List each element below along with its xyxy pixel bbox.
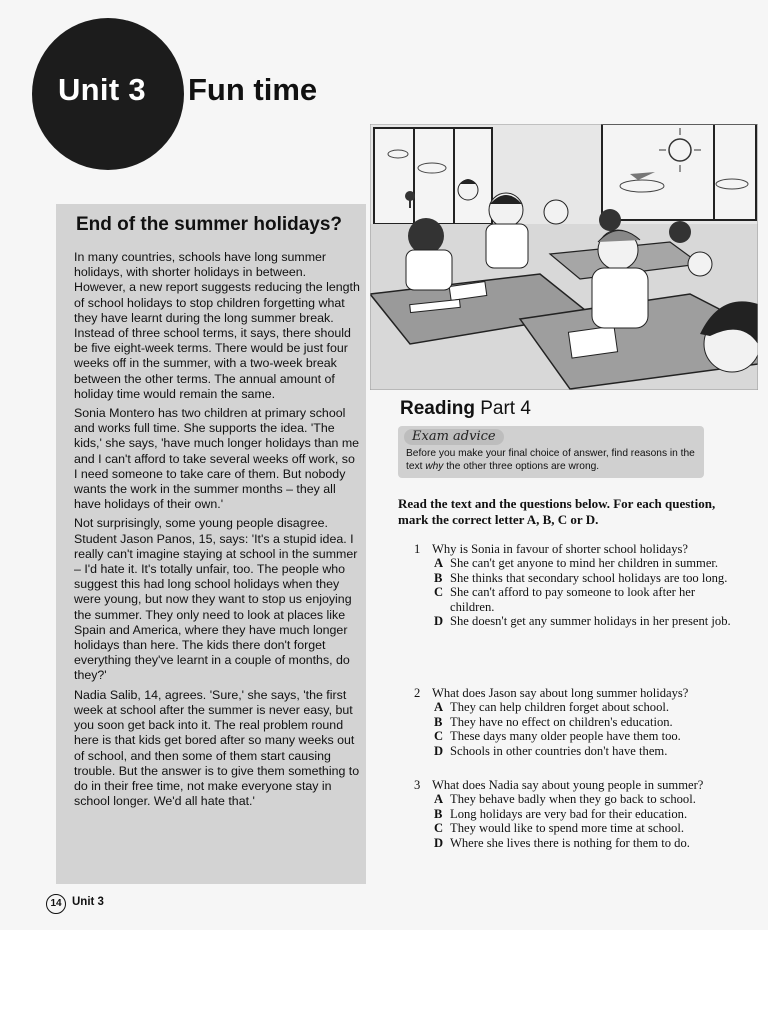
option-letter: C (434, 585, 444, 600)
answer-option[interactable] (410, 744, 740, 758)
exam-advice-label: Exam advice (404, 429, 504, 445)
article-body (74, 250, 360, 813)
article-title: End of the summer holidays? (76, 214, 343, 235)
question-text: Why is Sonia in favour of shorter school holidays? (432, 542, 689, 556)
question-text: What does Nadia say about young people in summer? (432, 778, 704, 792)
question-text: What does Jason say about long summer holidays? (432, 686, 689, 700)
article-paragraph: Nadia Salib, 14, agrees. 'Sure,' she says, 'the first week at school after the summer is never easy, but you soon get back into it. The real problem round here is that kids get bored after so many weeks out of school, and then some of them start causing trouble. But the answer is to give them something to do in their free time, not make everyone stay in school longer. We'd all hate that.' (74, 687, 360, 809)
page-number: 14 (46, 894, 66, 914)
footer-unit-label: Unit 3 (72, 896, 104, 908)
question-stem (410, 542, 740, 556)
option-letter: C (434, 821, 444, 836)
option-text: She can't afford to pay someone to look after her children. (450, 585, 696, 614)
exam-advice-text-after: the other three options are wrong. (443, 461, 600, 472)
option-text: They would like to spend more time at school. (450, 821, 684, 836)
option-text: She can't get anyone to mind her children in summer. (450, 556, 719, 571)
option-text: They behave badly when they go back to school. (450, 792, 696, 807)
article-paragraph: In many countries, schools have long summer holidays, with shorter holidays in between. However, a new report suggests reducing the length of school holidays to stop children forgetting what they have learnt during the long summer break. Instead of three school terms, it says, there should be five eight-week terms. There would be just four weeks off in the summer, with a two-week break between the other terms. The annual amount of holiday time would remain the same. (74, 250, 360, 401)
answer-option[interactable] (410, 571, 740, 585)
scan-margin (0, 930, 768, 1024)
question-1 (410, 542, 740, 628)
option-text: They can help children forget about school. (450, 700, 670, 715)
question-2 (410, 686, 740, 758)
question-number: 2 (414, 686, 421, 700)
section-heading-part: Part 4 (480, 398, 531, 419)
option-text: These days many older people have them too. (450, 729, 681, 744)
option-text: She thinks that secondary school holidays are too long. (450, 570, 728, 585)
section-heading-main: Reading (400, 398, 475, 419)
option-letter: B (434, 570, 443, 585)
exam-advice-text-before: Before you make your final choice of answer, find reasons in the text (406, 448, 695, 472)
option-letter: A (434, 700, 444, 715)
answer-option[interactable] (410, 715, 740, 729)
answer-option[interactable] (410, 792, 740, 806)
classroom-illustration (370, 124, 758, 390)
answer-option[interactable] (410, 556, 740, 570)
exam-advice-text (406, 447, 698, 473)
article-box (56, 204, 366, 884)
question-stem (410, 686, 740, 700)
article-paragraph: Sonia Montero has two children at primary school and works full time. She supports the idea. 'The kids,' she says, 'have much longer holidays than me and I can't afford to take several weeks off work, so I need someone to take care of them. But nobody wants the work in the summer months – they all have holidays of their own.' (74, 406, 360, 512)
exam-advice-text-emphasis: why (425, 461, 444, 472)
answer-option[interactable] (410, 614, 740, 628)
unit-label: Unit 3 (58, 72, 146, 107)
option-letter: B (434, 714, 443, 729)
exam-advice-box (398, 426, 704, 478)
unit-title: Fun time (188, 72, 318, 107)
option-letter: D (434, 743, 444, 758)
answer-option[interactable] (410, 729, 740, 743)
question-stem (410, 778, 740, 792)
option-letter: A (434, 556, 444, 571)
answer-option[interactable] (410, 700, 740, 714)
section-heading (400, 398, 531, 420)
classroom-drawing (370, 124, 758, 390)
option-text: They have no effect on children's education. (450, 714, 673, 729)
question-number: 1 (414, 542, 421, 556)
article-paragraph: Not surprisingly, some young people disagree. Student Jason Panos, 15, says: 'It's a stupid idea. I really can't imagine staying at school in the summer – I'd hate it. It's totally unfair, too. The people who suggest this had long school holidays when they were young, but now they want to stop us enjoying the summer. They only need to look at places like Spain and America, where they have much longer holidays than here. The kids there don't forget everything they've learnt in a couple of months, do they?' (74, 516, 358, 683)
window-left (374, 128, 492, 224)
option-letter: A (434, 792, 444, 807)
option-letter: D (434, 835, 444, 850)
answer-option[interactable] (410, 807, 740, 821)
option-letter: D (434, 614, 444, 629)
option-text: She doesn't get any summer holidays in her present job. (450, 614, 731, 629)
option-letter: B (434, 806, 443, 821)
answer-option[interactable] (410, 836, 740, 850)
answer-option[interactable] (410, 585, 740, 614)
option-text: Where she lives there is nothing for them to do. (450, 835, 690, 850)
task-instructions: Read the text and the questions below. For each question, mark the correct letter A, B, C or D. (398, 496, 716, 527)
answer-option[interactable] (410, 821, 740, 835)
question-number: 3 (414, 778, 421, 792)
option-letter: C (434, 729, 444, 744)
window-right (602, 124, 756, 220)
option-text: Schools in other countries don't have them. (450, 743, 668, 758)
option-text: Long holidays are very bad for their education. (450, 806, 688, 821)
question-3 (410, 778, 740, 850)
